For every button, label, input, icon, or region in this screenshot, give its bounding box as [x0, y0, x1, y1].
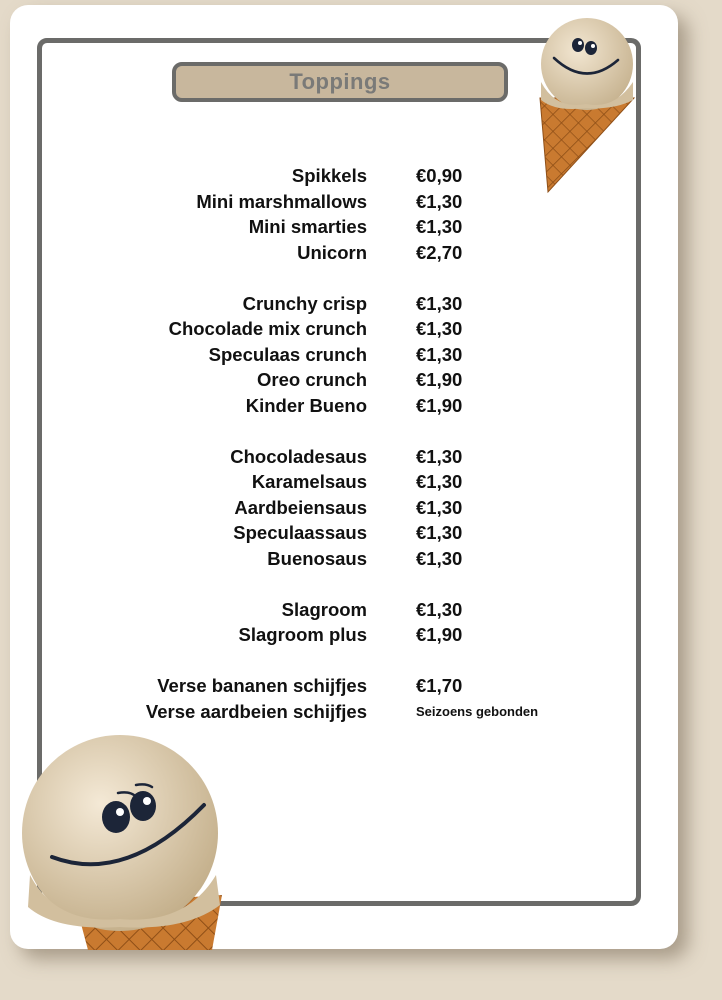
topping-row — [0, 316, 722, 342]
topping-row — [0, 342, 722, 368]
topping-row — [0, 699, 722, 725]
topping-group — [0, 444, 722, 572]
topping-price: €1,30 — [416, 598, 463, 620]
topping-name: Kinder Bueno — [245, 394, 367, 416]
topping-name: Mini smarties — [248, 216, 367, 237]
topping-row — [0, 597, 722, 623]
topping-name: Oreo crunch — [257, 369, 367, 390]
topping-row — [0, 495, 722, 521]
topping-price: €1,30 — [416, 496, 463, 518]
topping-group — [0, 597, 722, 648]
page-title: Toppings — [289, 69, 391, 94]
ice-cream-cone-icon — [536, 12, 638, 194]
topping-price: Seizoens gebonden — [416, 703, 539, 719]
topping-price: €1,30 — [416, 318, 463, 339]
topping-row — [0, 214, 722, 240]
topping-name: Verse bananen schijfjes — [157, 675, 367, 696]
topping-name: Slagroom plus — [238, 624, 367, 645]
topping-price: €1,30 — [416, 343, 463, 365]
ice-cream-scoop-face-icon — [16, 735, 228, 950]
topping-name: Chocoladesaus — [230, 445, 367, 467]
topping-price: €1,30 — [416, 445, 463, 467]
topping-group — [0, 673, 722, 724]
topping-price: €1,30 — [416, 216, 463, 237]
topping-row — [0, 367, 722, 393]
topping-row — [0, 673, 722, 699]
topping-price: €1,30 — [416, 471, 463, 492]
title-banner — [172, 62, 508, 102]
topping-price: €1,30 — [416, 292, 463, 314]
topping-price: €2,70 — [416, 241, 463, 263]
topping-name: Speculaassaus — [233, 522, 367, 543]
topping-price: €1,90 — [416, 624, 463, 645]
topping-price: €1,30 — [416, 190, 463, 212]
toppings-list — [0, 163, 722, 750]
topping-name: Crunchy crisp — [242, 292, 367, 314]
topping-name: Chocolade mix crunch — [168, 318, 367, 339]
topping-name: Mini marshmallows — [196, 190, 367, 212]
topping-name: Speculaas crunch — [208, 343, 367, 365]
topping-name: Slagroom — [281, 598, 367, 620]
topping-price: €1,30 — [416, 522, 463, 543]
topping-name: Spikkels — [291, 165, 367, 186]
topping-price: €1,30 — [416, 547, 463, 569]
topping-name: Buenosaus — [267, 547, 367, 569]
topping-row — [0, 622, 722, 648]
topping-group — [0, 291, 722, 419]
topping-name: Aardbeiensaus — [234, 496, 367, 518]
topping-row — [0, 240, 722, 266]
topping-row — [0, 546, 722, 572]
topping-row — [0, 520, 722, 546]
topping-name: Karamelsaus — [251, 471, 367, 492]
topping-row — [0, 444, 722, 470]
topping-row — [0, 469, 722, 495]
topping-name: Verse aardbeien schijfjes — [145, 700, 367, 722]
topping-row — [0, 291, 722, 317]
topping-row — [0, 393, 722, 419]
topping-price: €1,90 — [416, 394, 463, 416]
topping-price: €1,90 — [416, 369, 463, 390]
topping-price: €0,90 — [416, 165, 463, 186]
topping-price: €1,70 — [416, 675, 463, 696]
topping-name: Unicorn — [297, 241, 367, 263]
